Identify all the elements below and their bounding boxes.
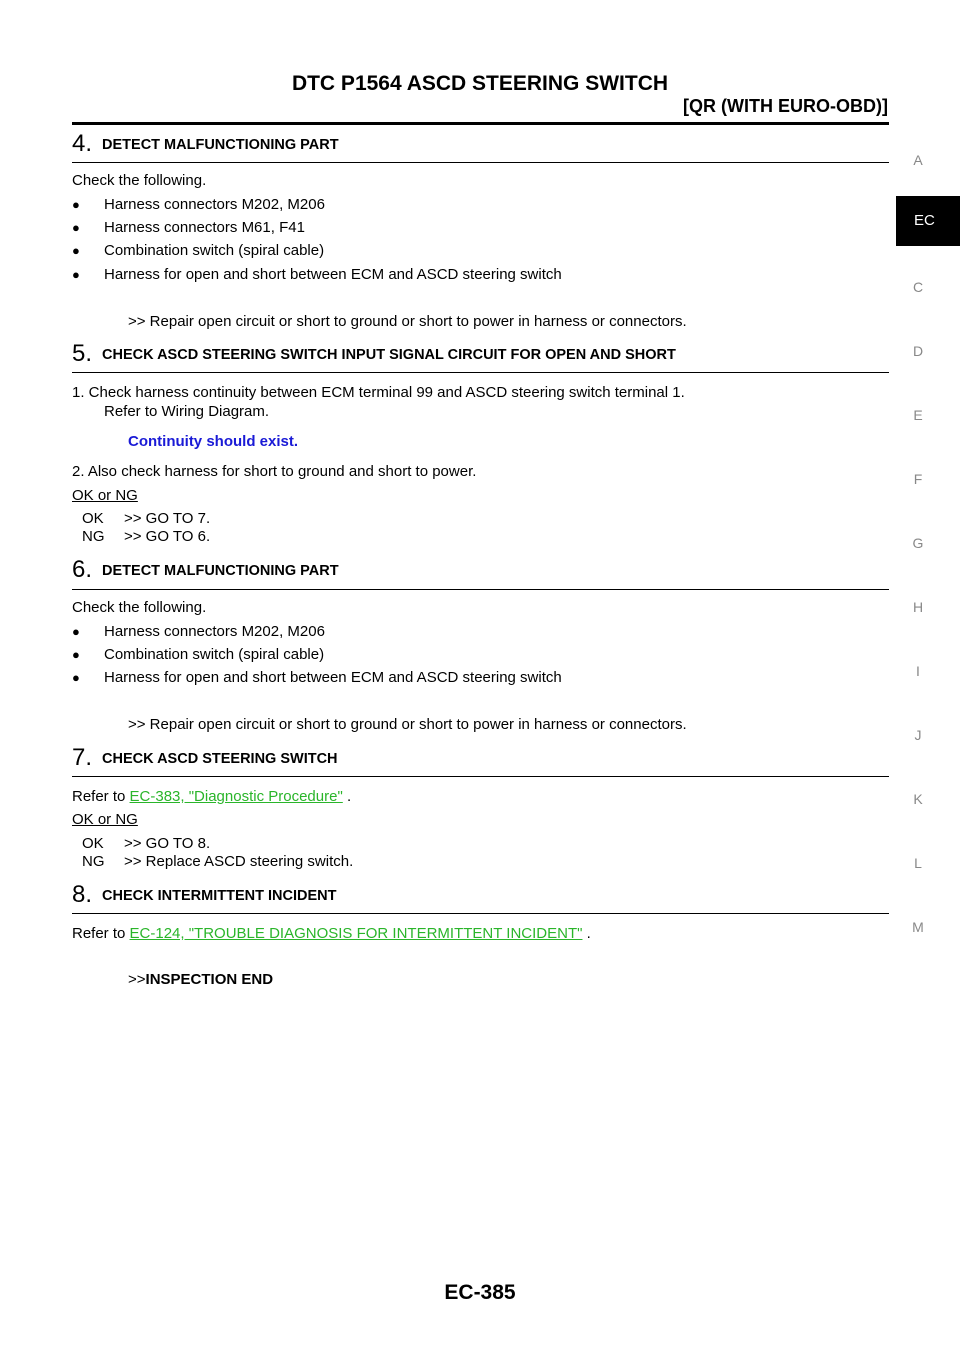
list-item: ● Harness connectors M202, M206 <box>72 623 325 640</box>
index-tab-h[interactable]: H <box>912 599 924 615</box>
page-title: DTC P1564 ASCD STEERING SWITCH <box>291 72 669 95</box>
list-item: ● Combination switch (spiral cable) <box>72 646 325 663</box>
step-number: 4. <box>72 130 93 157</box>
page-subtitle: [QR (WITH EURO-OBD)] <box>683 96 888 116</box>
section-index <box>896 0 960 1358</box>
step-rule <box>72 372 889 373</box>
step-title: DETECT MALFUNCTIONING PART <box>102 137 339 153</box>
step-7-heading <box>72 744 889 772</box>
step-6-heading <box>72 556 889 584</box>
step-title: CHECK INTERMITTENT INCIDENT <box>102 888 337 904</box>
list-item: ● Harness connectors M61, F41 <box>72 219 305 236</box>
step-number: 6. <box>72 556 93 583</box>
ok-or-ng-label: OK or NG <box>72 487 138 504</box>
repair-action: >> Repair open circuit or short to ground or short to power in harness or connectors. <box>128 313 687 330</box>
ok-or-ng-label: OK or NG <box>72 811 138 828</box>
result-ng: NG >> Replace ASCD steering switch. <box>82 853 354 870</box>
index-tab-d[interactable]: D <box>912 343 924 359</box>
result-ok: OK >> GO TO 8. <box>82 835 211 852</box>
step-number: 7. <box>72 744 93 771</box>
index-tab-m[interactable]: M <box>912 919 924 935</box>
refer-line: Refer to EC-383, "Diagnostic Procedure" . <box>72 788 352 805</box>
step-4-heading <box>72 130 889 158</box>
list-item: ● Combination switch (spiral cable) <box>72 242 325 259</box>
page-number: EC-385 <box>444 1281 516 1304</box>
index-tab-k[interactable]: K <box>913 791 923 807</box>
index-tab-ec-active[interactable]: EC <box>896 196 960 246</box>
spec-continuity: Continuity should exist. <box>128 433 299 450</box>
procedure-item-2: 2. Also check harness for short to ground and short to power. <box>72 463 477 480</box>
diagnostic-procedure-link[interactable]: EC-383, "Diagnostic Procedure" <box>129 788 343 805</box>
result-ok: OK >> GO TO 7. <box>82 510 211 527</box>
index-tab-g[interactable]: G <box>912 535 924 551</box>
step-title: CHECK ASCD STEERING SWITCH <box>102 751 338 767</box>
index-tab-c[interactable]: C <box>912 279 924 295</box>
step-rule <box>72 913 889 914</box>
result-ng: NG >> GO TO 6. <box>82 528 211 545</box>
step-rule <box>72 776 889 777</box>
step-5-heading <box>72 340 889 368</box>
check-intro: Check the following. <box>72 599 207 616</box>
refer-line: Refer to EC-124, "TROUBLE DIAGNOSIS FOR INTERMITTENT INCIDENT" . <box>72 925 591 942</box>
step-8-heading <box>72 881 889 909</box>
step-title: DETECT MALFUNCTIONING PART <box>102 563 339 579</box>
step-number: 5. <box>72 340 93 367</box>
procedure-item-1-ref: Refer to Wiring Diagram. <box>104 403 270 420</box>
inspection-end: >>INSPECTION END <box>128 971 274 988</box>
index-tab-a[interactable]: A <box>913 152 923 168</box>
index-tab-f[interactable]: F <box>913 471 923 487</box>
index-tab-l[interactable]: L <box>914 855 922 871</box>
index-tab-e[interactable]: E <box>913 407 923 423</box>
repair-action: >> Repair open circuit or short to ground or short to power in harness or connectors. <box>128 716 687 733</box>
index-tab-j[interactable]: J <box>914 727 922 743</box>
intermittent-incident-link[interactable]: EC-124, "TROUBLE DIAGNOSIS FOR INTERMITTENT INCIDENT" <box>129 925 583 942</box>
step-title: CHECK ASCD STEERING SWITCH INPUT SIGNAL CIRCUIT FOR OPEN AND SHORT <box>102 347 676 363</box>
procedure-item-1: 1. Check harness continuity between ECM terminal 99 and ASCD steering switch terminal 1. <box>72 384 685 401</box>
list-item: ● Harness connectors M202, M206 <box>72 196 325 213</box>
header-rule <box>72 122 889 125</box>
step-number: 8. <box>72 881 93 908</box>
list-item: ● Harness for open and short between ECM and ASCD steering switch <box>72 266 562 283</box>
step-rule <box>72 162 889 163</box>
index-tab-i[interactable]: I <box>916 663 920 679</box>
check-intro: Check the following. <box>72 172 207 189</box>
step-rule <box>72 589 889 590</box>
list-item: ● Harness for open and short between ECM and ASCD steering switch <box>72 669 562 686</box>
